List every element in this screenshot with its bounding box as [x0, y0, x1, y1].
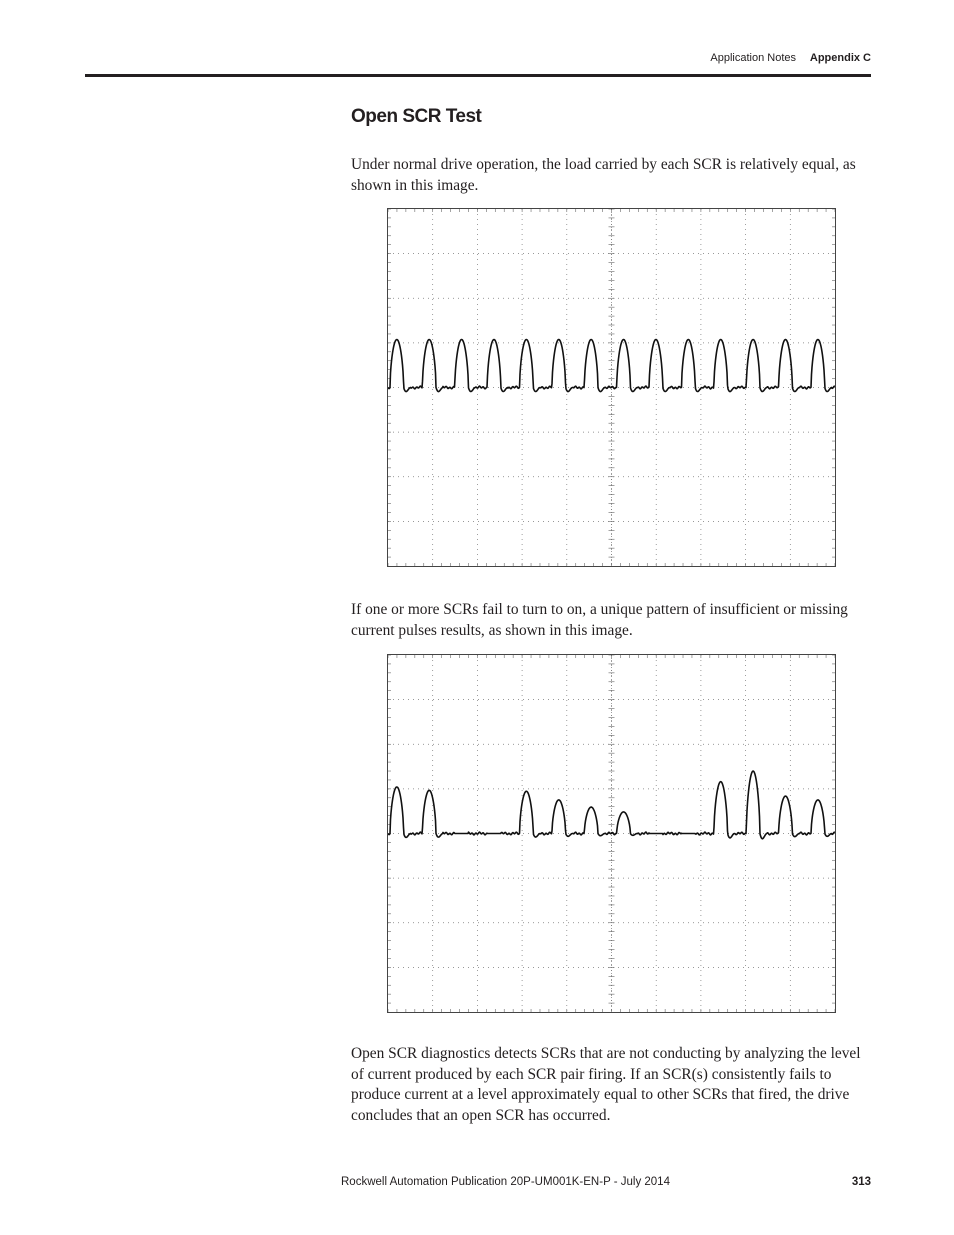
- section-title: Open SCR Test: [351, 106, 482, 127]
- header-appendix-label: Appendix C: [809, 52, 871, 64]
- failure-paragraph: If one or more SCRs fail to turn to on, a unique pattern of insufficient or missing current pulses results, as shown in this image.: [351, 601, 848, 639]
- normal-waveform-plot: [388, 209, 835, 566]
- header-section-title: Application Notes: [710, 52, 796, 64]
- open-scr-waveform-plot: [388, 655, 835, 1012]
- normal-scope-image: [387, 208, 836, 567]
- diagnostics-paragraph: Open SCR diagnostics detects SCRs that are not conducting by analyzing the level of current produced by each SCR pair firing. If an SCR(s) consistently fails to produce current at a level approximately equal to other SCRs that fired, the drive concludes that an open SCR has occurred.: [351, 1045, 861, 1124]
- header-rule: [85, 74, 871, 77]
- page-number: 313: [851, 1176, 871, 1188]
- open-scr-scope-image: [387, 654, 836, 1013]
- intro-paragraph: Under normal drive operation, the load carried by each SCR is relatively equal, as shown in this image.: [351, 156, 856, 194]
- footer-publication: Rockwell Automation Publication 20P-UM001K-EN-P - July 2014: [341, 1176, 670, 1188]
